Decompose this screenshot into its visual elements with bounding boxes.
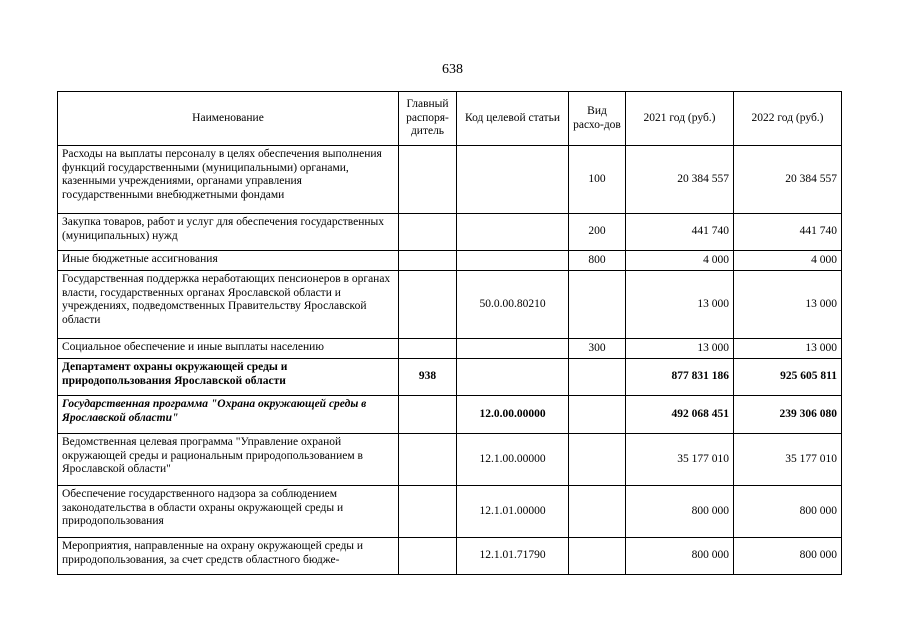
row-2022: 800 000 xyxy=(734,486,842,538)
row-name: Иные бюджетные ассигнования xyxy=(58,251,399,271)
row-2021: 441 740 xyxy=(626,214,734,251)
row-type xyxy=(569,538,626,575)
row-2021: 13 000 xyxy=(626,339,734,359)
row-manager xyxy=(399,538,457,575)
table-row xyxy=(58,396,842,434)
row-2021: 20 384 557 xyxy=(626,146,734,214)
row-name: Социальное обеспечение и иные выплаты населению xyxy=(58,339,399,359)
row-2022: 800 000 xyxy=(734,538,842,575)
row-type xyxy=(569,359,626,396)
row-name: Государственная программа "Охрана окружающей среды в Ярославской области" xyxy=(58,396,399,434)
row-2022: 13 000 xyxy=(734,271,842,339)
row-name: Департамент охраны окружающей среды и природопользования Ярославской области xyxy=(58,359,399,396)
row-2022: 35 177 010 xyxy=(734,434,842,486)
row-name: Ведомственная целевая программа "Управление охраной окружающей среды и рациональным природопользованием в Ярославской области" xyxy=(58,434,399,486)
row-2022: 441 740 xyxy=(734,214,842,251)
row-name: Мероприятия, направленные на охрану окружающей среды и природопользования, за счет средств областного бюдже- xyxy=(58,538,399,575)
row-manager xyxy=(399,251,457,271)
row-code xyxy=(457,359,569,396)
row-type xyxy=(569,271,626,339)
row-type xyxy=(569,396,626,434)
row-name: Обеспечение государственного надзора за соблюдением законодательства в области охраны окружающей среды и природопользования xyxy=(58,486,399,538)
row-code: 50.0.00.80210 xyxy=(457,271,569,339)
table-row xyxy=(58,251,842,271)
row-manager xyxy=(399,339,457,359)
row-2022: 925 605 811 xyxy=(734,359,842,396)
budget-table xyxy=(57,91,842,575)
table-row xyxy=(58,271,842,339)
row-name: Государственная поддержка неработающих пенсионеров в органах власти, государственных органах Ярославской области и учреждениях, подведомственных Правительству Ярославской области xyxy=(58,271,399,339)
row-2022: 4 000 xyxy=(734,251,842,271)
row-name: Расходы на выплаты персоналу в целях обеспечения выполнения функций государственными (муниципальными) органами, казенными учреждениями, органами управления государственными внебюджетными фондами xyxy=(58,146,399,214)
header-year-2021: 2021 год (руб.) xyxy=(626,92,734,146)
header-expense-type: Вид расхо-дов xyxy=(569,92,626,146)
row-code xyxy=(457,214,569,251)
header-target-code: Код целевой статьи xyxy=(457,92,569,146)
row-2021: 800 000 xyxy=(626,538,734,575)
row-2021: 35 177 010 xyxy=(626,434,734,486)
table-row xyxy=(58,146,842,214)
table-row xyxy=(58,538,842,575)
row-type: 200 xyxy=(569,214,626,251)
row-2021: 877 831 186 xyxy=(626,359,734,396)
row-manager xyxy=(399,486,457,538)
header-main-manager: Главный распоря-дитель xyxy=(399,92,457,146)
row-name: Закупка товаров, работ и услуг для обеспечения государственных (муниципальных) нужд xyxy=(58,214,399,251)
table-row xyxy=(58,214,842,251)
table-row xyxy=(58,486,842,538)
row-2021: 13 000 xyxy=(626,271,734,339)
row-code xyxy=(457,146,569,214)
row-code: 12.1.01.71790 xyxy=(457,538,569,575)
row-code xyxy=(457,251,569,271)
row-2022: 13 000 xyxy=(734,339,842,359)
row-type xyxy=(569,434,626,486)
table-row xyxy=(58,339,842,359)
row-manager xyxy=(399,214,457,251)
row-2022: 20 384 557 xyxy=(734,146,842,214)
row-2021: 4 000 xyxy=(626,251,734,271)
row-manager xyxy=(399,434,457,486)
row-type: 100 xyxy=(569,146,626,214)
row-2022: 239 306 080 xyxy=(734,396,842,434)
row-type: 300 xyxy=(569,339,626,359)
table-header-row xyxy=(58,92,842,146)
table-row xyxy=(58,434,842,486)
row-code: 12.0.00.00000 xyxy=(457,396,569,434)
row-code xyxy=(457,339,569,359)
row-manager xyxy=(399,146,457,214)
row-type: 800 xyxy=(569,251,626,271)
row-2021: 492 068 451 xyxy=(626,396,734,434)
row-manager: 938 xyxy=(399,359,457,396)
page-number: 638 xyxy=(442,62,463,77)
row-manager xyxy=(399,396,457,434)
row-code: 12.1.00.00000 xyxy=(457,434,569,486)
header-year-2022: 2022 год (руб.) xyxy=(734,92,842,146)
row-type xyxy=(569,486,626,538)
row-manager xyxy=(399,271,457,339)
row-code: 12.1.01.00000 xyxy=(457,486,569,538)
table-row xyxy=(58,359,842,396)
header-name: Наименование xyxy=(58,92,399,146)
row-2021: 800 000 xyxy=(626,486,734,538)
